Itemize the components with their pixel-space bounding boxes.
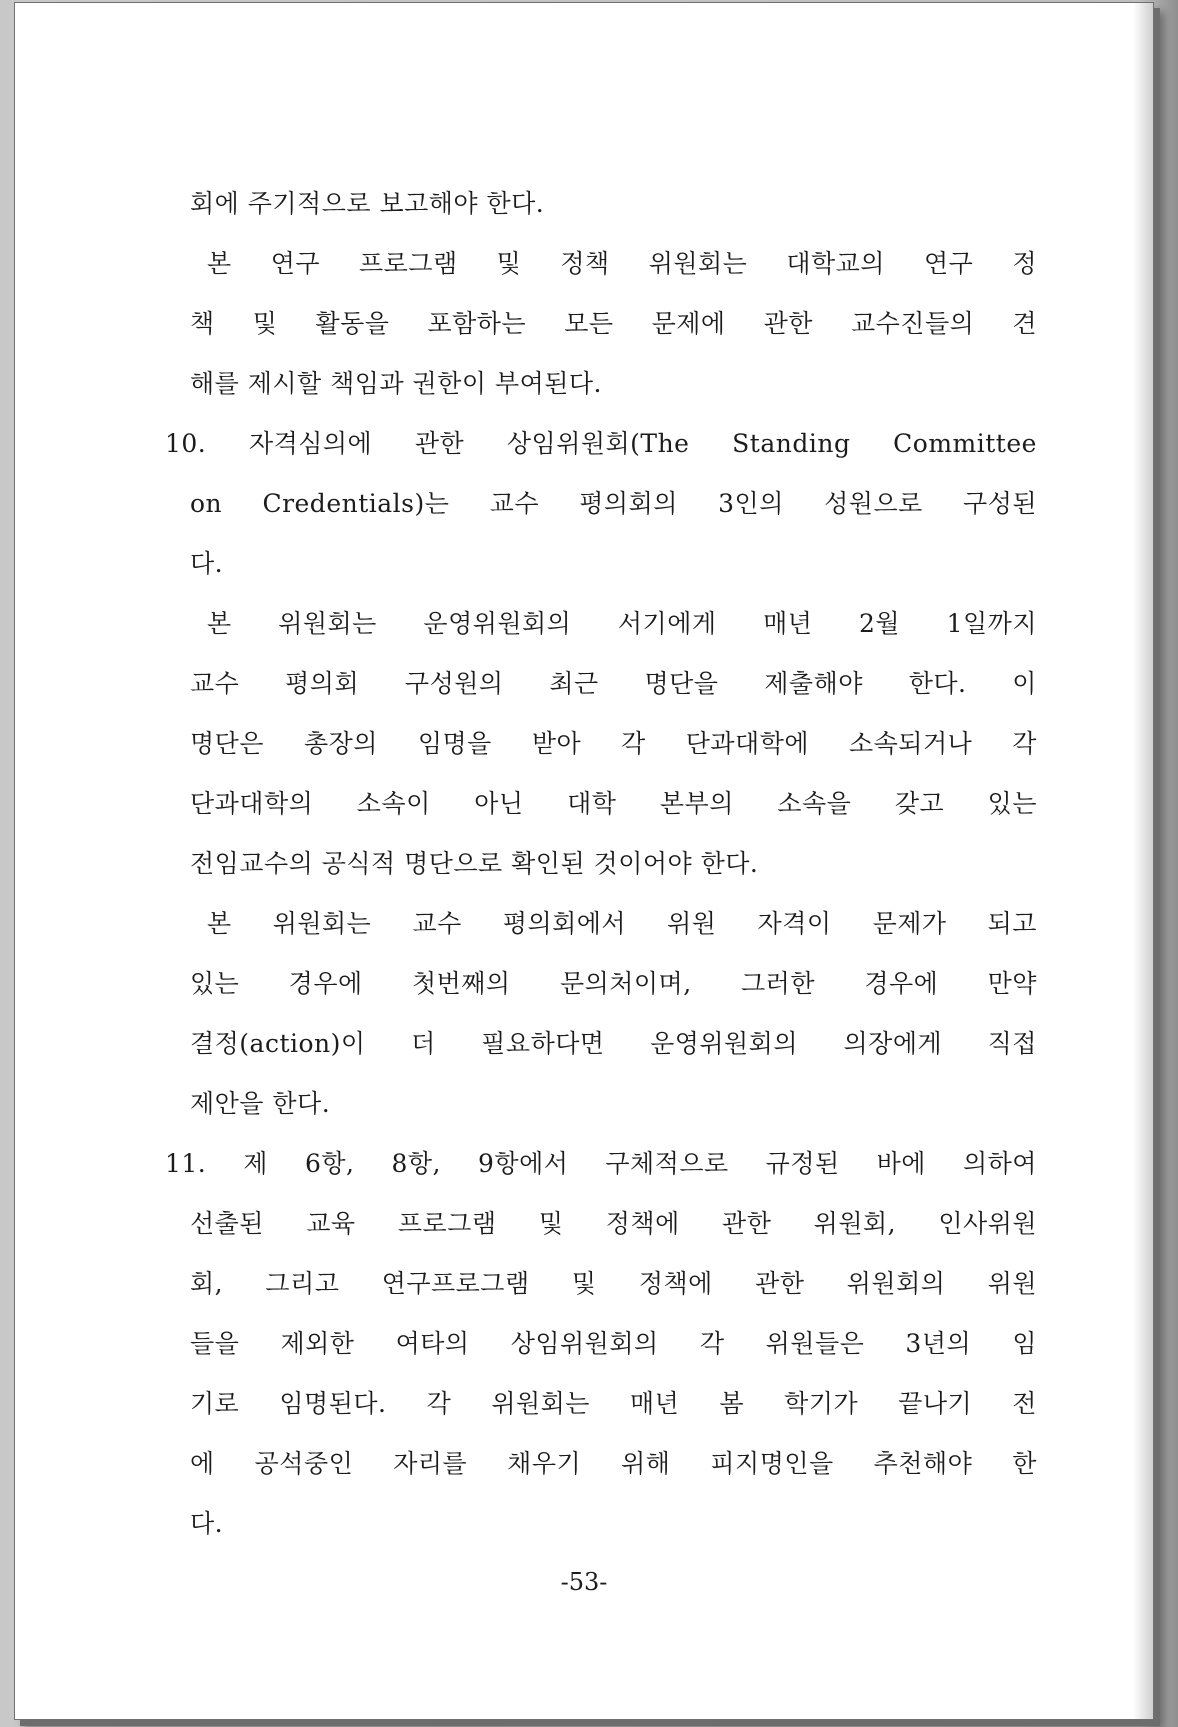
word: 받아 [531,729,582,758]
word: Standing [732,429,851,458]
word: 위원 [987,1269,1037,1298]
word: 11. [165,1149,207,1178]
word: 의장에게 [843,1029,943,1058]
word: 자격이 [757,909,832,938]
text-line-12: 전임교수의 공식적 명단으로 확인된 것이어야 한다. [190,849,759,878]
word: 더 [411,1029,436,1058]
word: 상임위원회(The [506,429,690,458]
word: 위원회는 [648,249,748,278]
text-line-4: 해를 제시할 책임과 권한이 부여된다. [190,369,602,398]
word: 6항, [304,1149,355,1178]
word: 기로 [190,1389,240,1418]
word: 평의회에서 [502,909,627,938]
word: 갖고 [894,789,945,818]
word: 위원회, [813,1209,897,1238]
text-line-16: 제안을 한다. [190,1089,331,1118]
word: 위원회는 [272,909,372,938]
text-line-17 [165,1148,1037,1180]
word: 구체적으로 [605,1149,729,1178]
word: 및 [571,1269,597,1298]
word: 본 [207,909,232,938]
word: 끝나기 [898,1389,973,1418]
word: 채우기 [507,1449,582,1478]
word: 견 [1012,309,1037,338]
word: 만약 [987,969,1037,998]
word: 위원들은 [765,1329,865,1358]
word: 위원회는 [278,609,377,638]
word: 프로그램 [397,1209,497,1238]
text-line-10 [190,728,1037,760]
word: 교육 [306,1209,356,1238]
word: 임 [1012,1329,1037,1358]
word: 추천해야 [873,1449,973,1478]
word: 직접 [987,1029,1037,1058]
word: 제 [243,1149,268,1178]
word: 소속이 [356,789,431,818]
page-number: -53- [560,1568,608,1596]
word: 3인의 [718,489,784,518]
word: 필요하다면 [481,1029,605,1058]
word: 관한 [763,309,813,338]
word: 각 [699,1329,725,1358]
word: 정책에 [605,1209,680,1238]
word: 있는 [987,789,1037,818]
word: 여타의 [395,1329,470,1358]
word: 봄 [719,1389,745,1418]
word: 포함하는 [427,309,527,338]
word: 제출해야 [764,669,863,698]
text-line-5 [165,428,1037,460]
word: 피지명인을 [710,1449,834,1478]
word: 임명을 [417,729,492,758]
word: 문제가 [872,909,947,938]
word: 임명된다. [279,1389,387,1418]
word: 결정(action)이 [190,1029,366,1058]
text-line-20 [190,1328,1037,1360]
word: 운영위원회의 [650,1029,798,1058]
document-page [14,2,1154,1720]
word: 한다. [908,669,967,698]
text-line-19 [190,1268,1037,1300]
word: 있는 [190,969,240,998]
word: 위원회는 [491,1389,590,1418]
text-line-18 [190,1208,1037,1240]
word: 소속되거나 [849,729,973,758]
word: 그러한 [741,969,815,998]
word: 및 [496,249,522,278]
word: 교수 [412,909,462,938]
word: 관한 [722,1209,772,1238]
word: 규정된 [765,1149,840,1178]
text-line-2 [207,248,1037,280]
word: Credentials)는 [262,489,450,518]
word: 에 [190,1449,215,1478]
word: 2월 [858,609,901,638]
word: 각 [621,729,646,758]
word: 구성된 [963,489,1037,518]
word: 10. [165,429,207,458]
word: 본 [207,609,232,638]
word: 연구 [270,249,320,278]
word: 자격심의에 [248,429,373,458]
text-line-15 [190,1028,1037,1060]
word: 정 [1012,249,1037,278]
text-line-14 [190,968,1037,1000]
word: 상임위원회의 [510,1329,659,1358]
word: 그리고 [265,1269,340,1298]
text-line-1: 회에 주기적으로 보고해야 한다. [190,189,545,218]
word: 교수 [489,489,539,518]
word: 정책에 [638,1269,713,1298]
word: 운영위원회의 [423,609,572,638]
text-line-11 [190,788,1037,820]
text-line-3 [190,308,1037,340]
word: 관한 [755,1269,805,1298]
word: 한 [1012,1449,1037,1478]
word: 모든 [564,309,614,338]
word: 9항에서 [478,1149,569,1178]
text-line-9 [190,668,1037,700]
word: 단과대학에 [685,729,810,758]
word: 평의회의 [579,489,678,518]
word: 문의처이며, [559,969,692,998]
word: 위원 [667,909,717,938]
word: Committee [893,429,1037,458]
word: 되고 [987,909,1037,938]
word: 들을 [190,1329,240,1358]
word: 회, [190,1269,224,1298]
word: 성원으로 [824,489,923,518]
word: 총장의 [303,729,378,758]
word: 본부의 [659,789,734,818]
word: 위해 [621,1449,671,1478]
word: 8항, [391,1149,441,1178]
text-line-6 [190,488,1037,520]
word: 서기에게 [617,609,717,638]
word: 프로그램 [359,249,458,278]
word: 자리를 [393,1449,468,1478]
text-line-13 [207,908,1037,940]
text-line-7: 다. [190,549,224,578]
page-edge-shading [1133,3,1153,1719]
word: 경우에 [288,969,363,998]
text-line-23: 다. [190,1509,224,1538]
word: 이 [1012,669,1037,698]
word: 소속을 [777,789,852,818]
word: 전 [1012,1389,1037,1418]
word: 선출된 [190,1209,264,1238]
word: 1일까지 [946,609,1037,638]
word: 인사위원 [938,1209,1037,1238]
word: 평의회 [285,669,360,698]
word: 경우에 [864,969,939,998]
word: 의하여 [962,1149,1037,1178]
word: 각 [1012,729,1037,758]
word: 교수진들의 [851,309,975,338]
word: 학기가 [784,1389,859,1418]
word: 책 [190,309,215,338]
word: 문제에 [651,309,726,338]
word: 명단을 [644,669,719,698]
word: 3년의 [905,1329,972,1358]
word: 관한 [414,429,465,458]
word: 단과대학의 [190,789,314,818]
word: 본 [207,249,232,278]
word: 활동을 [315,309,390,338]
text-line-8 [207,608,1037,640]
word: 연구프로그램 [381,1269,530,1298]
text-line-21 [190,1388,1037,1420]
word: 매년 [763,609,813,638]
word: 대학교의 [786,249,885,278]
word: 제외한 [280,1329,355,1358]
word: 교수 [190,669,240,698]
text-line-22 [190,1448,1037,1480]
word: 대학 [567,789,617,818]
word: 공석중인 [254,1449,354,1478]
word: 아닌 [474,789,524,818]
word: 최근 [549,669,599,698]
word: 및 [538,1209,564,1238]
word: 첫번째의 [411,969,511,998]
word: 연구 [923,249,974,278]
word: 바에 [876,1149,926,1178]
word: 구성원의 [404,669,504,698]
word: 매년 [630,1389,680,1418]
word: 및 [252,309,278,338]
word: on [190,489,223,518]
word: 각 [426,1389,452,1418]
word: 정책 [560,249,610,278]
word: 명단은 [190,729,264,758]
word: 위원회의 [846,1269,946,1298]
